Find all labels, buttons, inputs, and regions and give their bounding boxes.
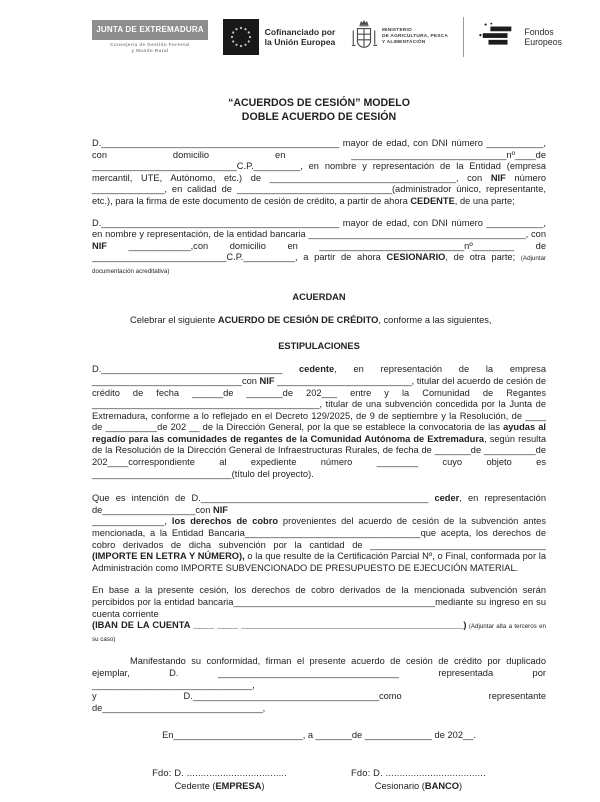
- document-header: [92, 12, 562, 62]
- signature-cedente: [152, 768, 287, 792]
- paragraph-conformidad: Manifestando su conformidad, firman el presente acuerdo de cesión de crédito por duplicado ejemplar, D. ___________________________________ representada por _______________________________, y D.____________________________________como representante de_______________________________,: [92, 656, 546, 713]
- signature-cesionario-fdo: Fdo: D. ....................................: [351, 767, 486, 778]
- paragraph-subvencion: D.___________________________________ cedente, en representación de la empresa _____________________________con NIF __________________________, titular del acuerdo de cesión de crédito de fecha ______de _______de 202___ entre y la Comunidad de Regantes ____________________________________________, titular de una subvención concedida por la Junta de Extremadura, conforme a lo reflejado en el Decreto 129/2025, de 9 de septiembre y la Resolución, de ____ de __________de 202 __ de la Dirección General, por la que se establece la convocatoria de las ayudas al regadío para las comunidades de regantes de la Comunidad Autónoma de Extremadura, según resulta de la Resolución de la Dirección General de Infraestructuras Rurales, de fecha de _______de __________de 202____correspondiente al expediente número ________ cuyo objeto es ___________________________(título del proyecto).: [92, 364, 546, 479]
- section-heading-estipulaciones: ESTIPULACIONES: [278, 340, 360, 351]
- eu-cofinance-logo: [223, 19, 336, 55]
- junta-extremadura-wordmark: JUNTA DE EXTREMADURA: [92, 20, 208, 40]
- eu-text-line1: Cofinanciado por: [264, 27, 336, 37]
- ministerio-text: [382, 28, 448, 45]
- paragraph-fecha-lugar: En_________________________, a _______de _____________ de 202__.: [162, 730, 476, 741]
- eu-text-line2: la Unión Europea: [264, 37, 336, 47]
- signature-row: [92, 768, 546, 792]
- junta-extremadura-subtitle: [92, 42, 208, 54]
- junta-subtitle-line1: Consejería de Gestión Forestal: [110, 42, 190, 47]
- fondos-europeos-text: [524, 27, 562, 47]
- fondos-europeos-icon: [478, 21, 518, 53]
- document-title: [92, 96, 546, 124]
- ministerio-line1: MINISTERIO: [381, 28, 412, 34]
- spain-coat-of-arms-icon: [350, 17, 378, 57]
- signature-cedente-fdo: Fdo: D. ....................................: [152, 767, 287, 778]
- document-title-line1: “ACUERDOS DE CESIÓN” MODELO: [228, 97, 410, 109]
- ministerio-line3: Y ALIMENTACIÓN: [381, 39, 426, 45]
- header-divider: [463, 17, 464, 57]
- eu-flag-icon: [223, 19, 259, 55]
- paragraph-cesion-derechos: Que es intención de D.____________________________________________ ceder, en representación de__________________con NIF ______________, los derechos de cobro provenientes del acuerdo de cesión de la subvención antes mencionada, a la Entidad Bancaria__________________________________que acepta, los derechos de cobro derivados de dicha subvención por la cantidad de __________________________________ (IMPORTE EN LETRA Y NÚMERO), o la que resulte de la Certificación Parcial Nº, o Final, conformada por la Administración como IMPORTE SUBVENCIONADO DE PRESUPUESTO DE EJECUCIÓN MATERIAL.: [92, 493, 546, 573]
- junta-extremadura-logo: [92, 20, 208, 53]
- fondos-europeos-logo: [478, 21, 562, 53]
- fondos-line1: Fondos: [524, 27, 554, 37]
- section-heading-acuerdan: ACUERDAN: [292, 291, 346, 302]
- fondos-line2: Europeos: [524, 37, 562, 47]
- junta-subtitle-line2: y Mundo Rural: [131, 47, 169, 53]
- paragraph-iban: En base a la presente cesión, los derechos de cobro derivados de la mencionada subvención serán percibidos por la entidad bancaria_______________________________________mediante su ingreso en su cuenta corriente (IBAN DE LA CUENTA ____ ____ ___________________________________________) (Adjuntar alta a terceros en su caso): [92, 585, 546, 643]
- signature-cesionario-role: Cesionario (BANCO): [374, 780, 463, 791]
- signature-cedente-role: Cedente (EMPRESA): [174, 780, 265, 791]
- paragraph-celebrar: Celebrar el siguiente ACUERDO DE CESIÓN DE CRÉDITO, conforme a las siguientes,: [130, 315, 492, 326]
- signature-cesionario: [351, 768, 486, 792]
- paragraph-cedente-identity: D.______________________________________________ mayor de edad, con DNI número ___________, con domicilio en ______________________________nº____de ____________________________C.P._________, en nombre y representación de la Entidad (empresa mercantil, UTE, Autónomo, etc.) de ____________________________________, con NIF número ______________, en calidad de ______________________________(administrador único, representante, etc.), para la firma de este documento de cesión de crédito, a partir de ahora CEDENTE, de una parte;: [92, 138, 546, 206]
- document-title-line2: DOBLE ACUERDO DE CESIÓN: [241, 111, 397, 123]
- eu-cofinance-text: [265, 27, 336, 47]
- paragraph-cesionario-identity: D.______________________________________________ mayor de edad, con DNI número ___________, en nombre y representación, de la entidad bancaria __________________________________________, con NIF ____________,con domicilio en ____________________________nº________ de __________________________C.P.__________, a partir de ahora CESIONARIO, de otra parte; (Adjuntar documentación acreditativa): [92, 217, 546, 275]
- ministerio-line2: DE AGRICULTURA, PESCA: [381, 34, 449, 40]
- ministerio-logo: [350, 17, 448, 57]
